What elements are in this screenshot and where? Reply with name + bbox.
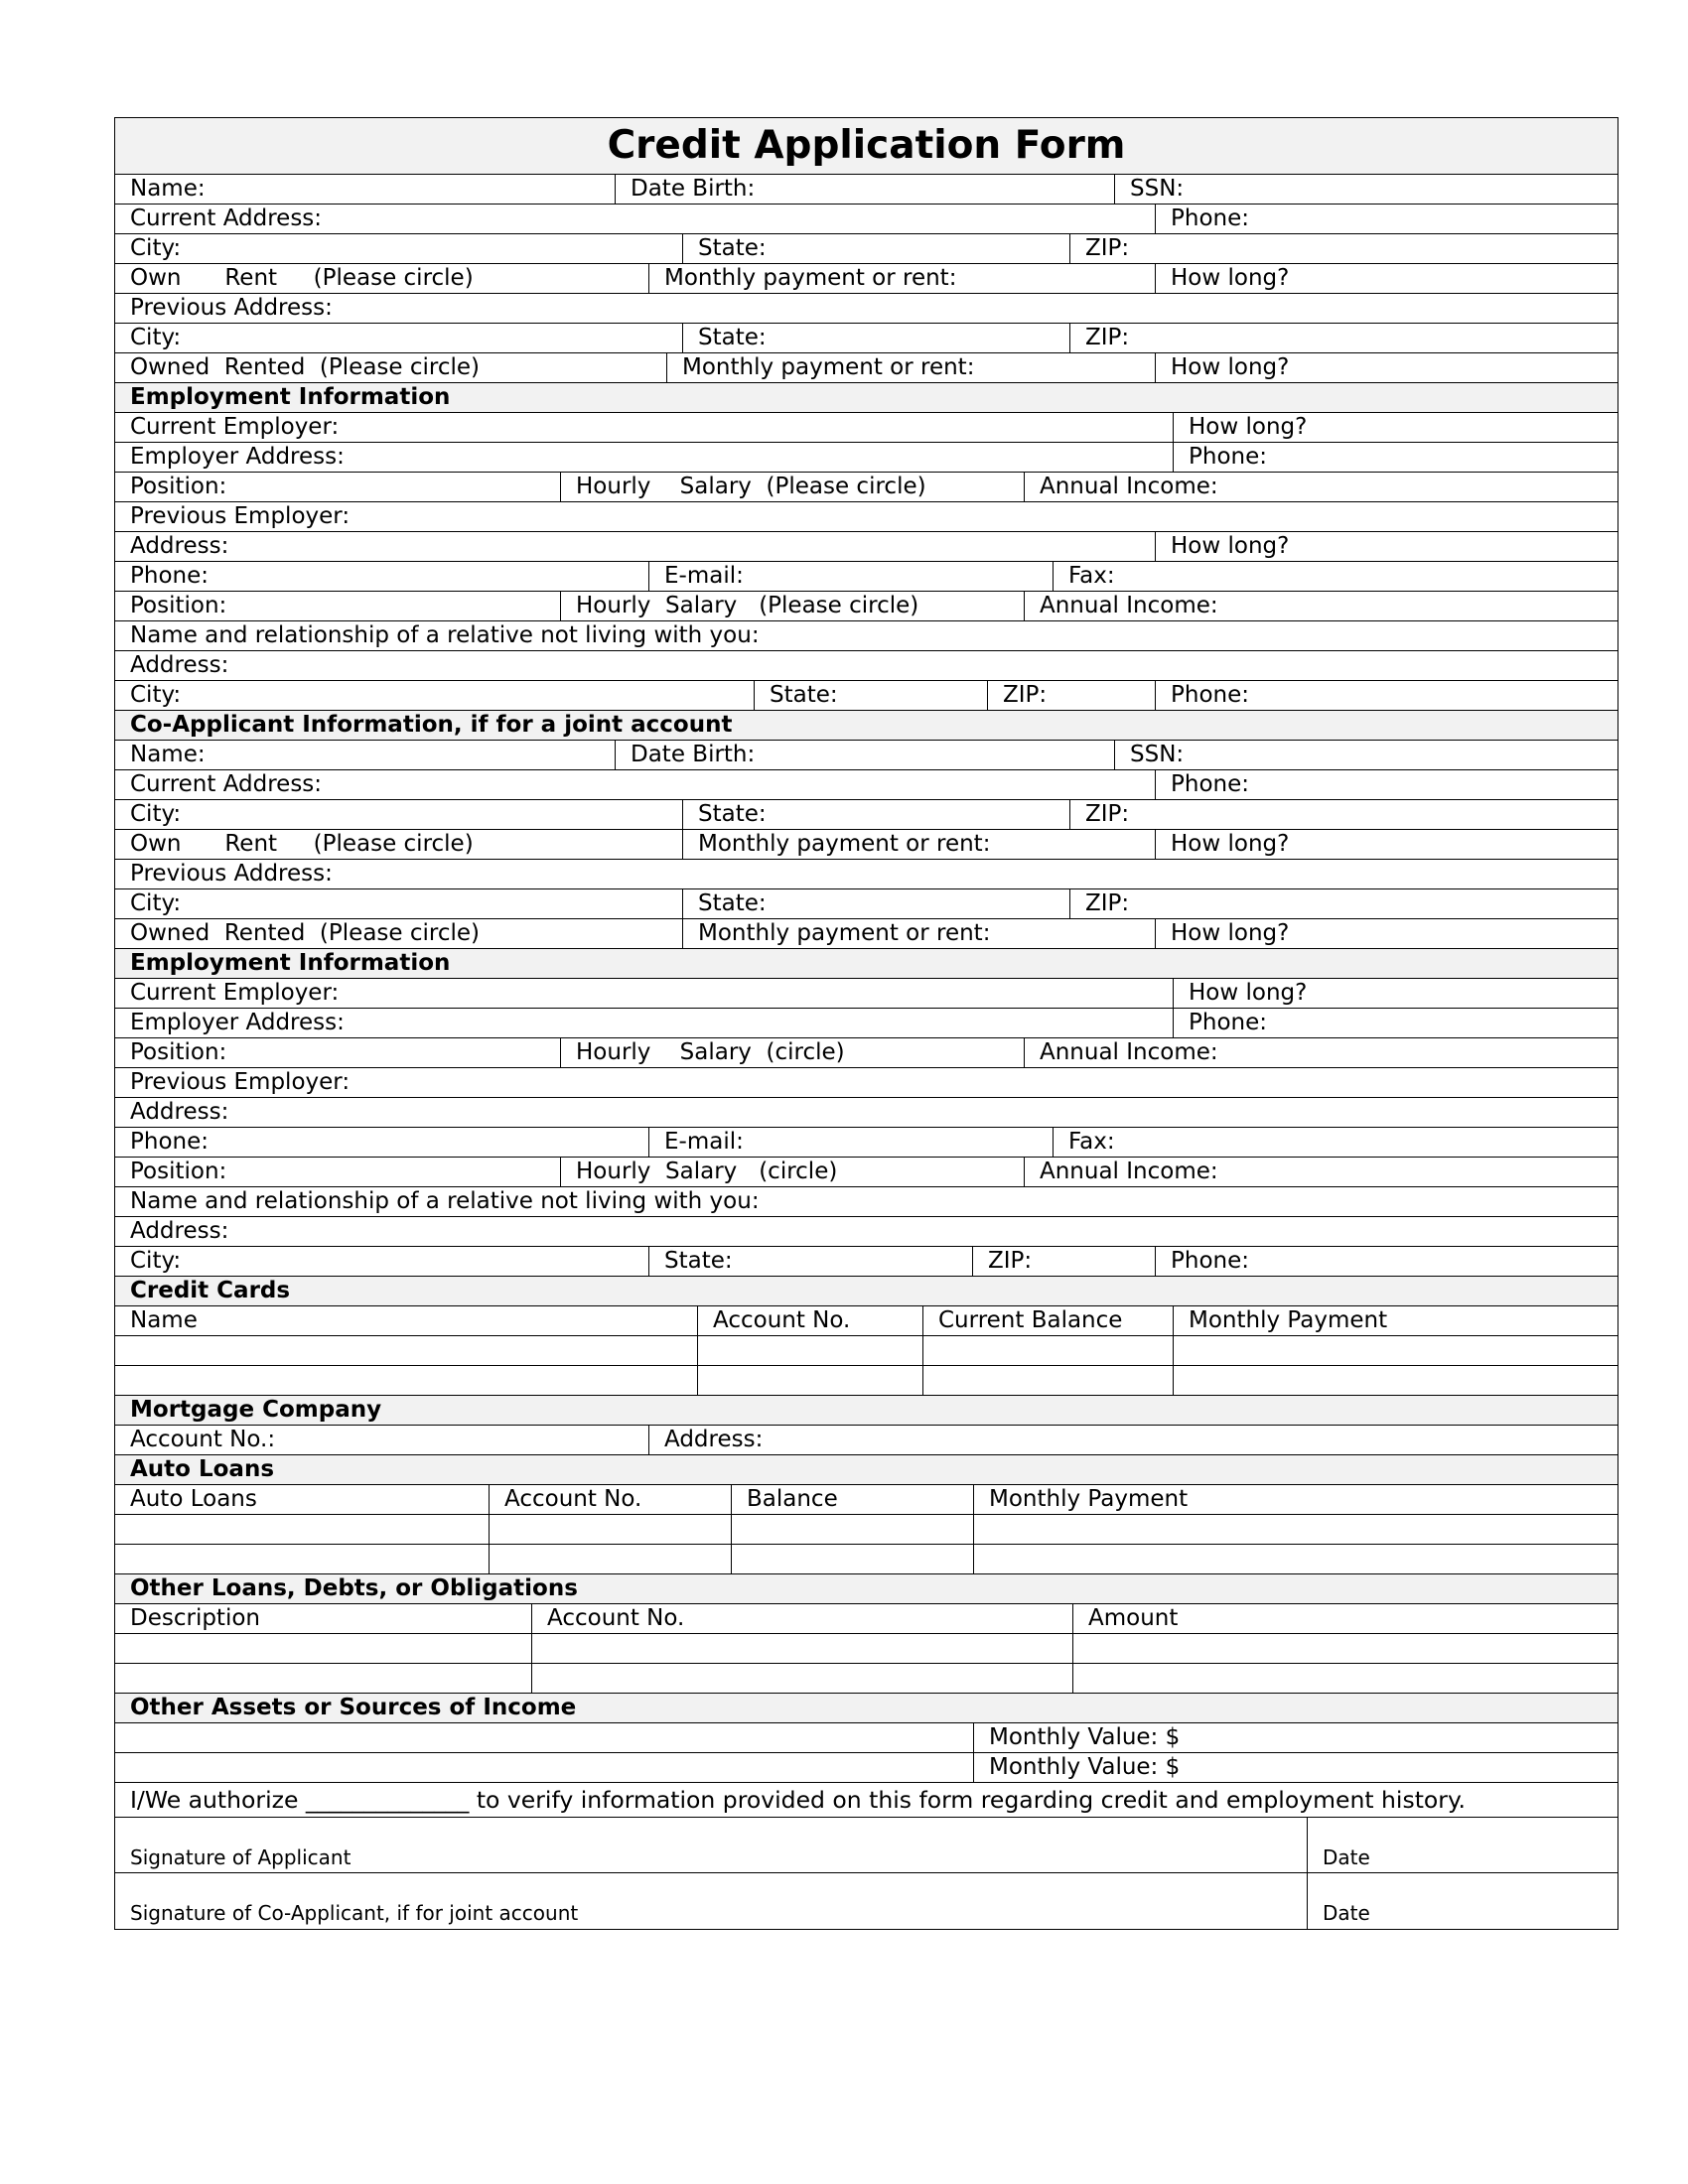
name-and-relationship-of-a-relative-not-living-with-you-field[interactable]: Name and relationship of a relative not living with you:	[130, 622, 760, 648]
form-row	[115, 1038, 1618, 1068]
balance-field[interactable]: Balance	[731, 1485, 973, 1514]
form-row	[115, 532, 1618, 562]
own-rent-please-circle-field[interactable]: Own Rent (Please circle)	[130, 831, 474, 857]
i-we-authorize-to-verify-information-provided-on-this-form-regarding-credit-and-employment-history[interactable]: I/We authorize ______________ to verify information provided on this form regarding credit and employment history.	[130, 1786, 1466, 1814]
phone-field[interactable]: Phone:	[1173, 1009, 1617, 1037]
current-address-field[interactable]: Current Address:	[130, 205, 323, 231]
section-header	[115, 1455, 1618, 1485]
ssn-field[interactable]: SSN:	[1114, 741, 1617, 769]
city-field[interactable]: City:	[130, 1248, 182, 1274]
current-employer-field[interactable]: Current Employer:	[130, 980, 340, 1006]
blank-field[interactable]	[922, 1366, 1173, 1395]
form-row	[115, 979, 1618, 1009]
state-field[interactable]: State:	[682, 324, 1069, 352]
phone-field[interactable]: Phone:	[1155, 681, 1617, 710]
blank-field[interactable]	[922, 1336, 1173, 1365]
form-row	[115, 1426, 1618, 1455]
name-and-relationship-of-a-relative-not-living-with-you-field[interactable]: Name and relationship of a relative not living with you:	[130, 1188, 760, 1214]
name-field[interactable]: Name:	[130, 176, 206, 202]
form-row	[115, 770, 1618, 800]
zip-field[interactable]: ZIP:	[1069, 234, 1617, 263]
form-rows	[115, 175, 1618, 1929]
previous-employer-field[interactable]: Previous Employer:	[130, 503, 351, 529]
phone-field[interactable]: Phone:	[1173, 443, 1617, 472]
form-row	[115, 1545, 1618, 1574]
blank-field[interactable]	[115, 1723, 973, 1752]
position-field[interactable]: Position:	[130, 474, 227, 499]
city-field[interactable]: City:	[130, 235, 182, 261]
form-row	[115, 1723, 1618, 1753]
blank-field[interactable]	[731, 1545, 973, 1573]
form-row	[115, 324, 1618, 353]
blank-field[interactable]	[115, 1753, 973, 1782]
zip-field[interactable]: ZIP:	[987, 681, 1155, 710]
blank-field[interactable]	[697, 1336, 922, 1365]
hourly-salary-please-circle-field[interactable]: Hourly Salary (Please circle)	[560, 592, 1024, 620]
annual-income-field[interactable]: Annual Income:	[1024, 1158, 1617, 1186]
how-long-field[interactable]: How long?	[1155, 919, 1617, 948]
form-row	[115, 473, 1618, 502]
blank-field[interactable]	[489, 1515, 731, 1544]
section-title: Auto Loans	[130, 1456, 275, 1482]
form-row	[115, 1187, 1618, 1217]
how-long-field[interactable]: How long?	[1155, 532, 1617, 561]
zip-field[interactable]: ZIP:	[1069, 324, 1617, 352]
account-no-field[interactable]: Account No.	[531, 1604, 1072, 1633]
monthly-payment-or-rent-field[interactable]: Monthly payment or rent:	[648, 264, 1155, 293]
form-row	[115, 860, 1618, 889]
monthly-payment-field[interactable]: Monthly Payment	[973, 1485, 1617, 1514]
hourly-salary-circle-field[interactable]: Hourly Salary (circle)	[560, 1038, 1024, 1067]
amount-field[interactable]: Amount	[1072, 1604, 1617, 1633]
phone-field[interactable]: Phone:	[130, 1129, 209, 1155]
blank-field[interactable]	[115, 1664, 531, 1693]
form-row	[115, 1247, 1618, 1277]
form-row	[115, 562, 1618, 592]
how-long-field[interactable]: How long?	[1173, 413, 1617, 442]
form-row	[115, 1783, 1618, 1818]
blank-field[interactable]	[115, 1515, 489, 1544]
form-row	[115, 175, 1618, 205]
form-row	[115, 651, 1618, 681]
form-row	[115, 800, 1618, 830]
current-employer-field[interactable]: Current Employer:	[130, 414, 340, 440]
zip-field[interactable]: ZIP:	[1069, 800, 1617, 829]
date-field[interactable]: Date	[1307, 1818, 1617, 1872]
form-row	[115, 353, 1618, 383]
form-row	[115, 1336, 1618, 1366]
date-birth-field[interactable]: Date Birth:	[615, 741, 1114, 769]
section-title: Other Loans, Debts, or Obligations	[130, 1575, 578, 1601]
section-title: Co-Applicant Information, if for a joint account	[130, 712, 733, 738]
state-field[interactable]: State:	[682, 234, 1069, 263]
monthly-payment-or-rent-field[interactable]: Monthly payment or rent:	[682, 830, 1155, 859]
fax-field[interactable]: Fax:	[1053, 1128, 1617, 1157]
position-field[interactable]: Position:	[130, 1039, 227, 1065]
position-field[interactable]: Position:	[130, 1159, 227, 1184]
hourly-salary-circle-field[interactable]: Hourly Salary (circle)	[560, 1158, 1024, 1186]
blank-field[interactable]	[1173, 1336, 1617, 1365]
phone-field[interactable]: Phone:	[1155, 1247, 1617, 1276]
blank-field[interactable]	[115, 1366, 697, 1395]
form-row	[115, 1009, 1618, 1038]
state-field[interactable]: State:	[648, 1247, 972, 1276]
city-field[interactable]: City:	[130, 890, 182, 916]
zip-field[interactable]: ZIP:	[1069, 889, 1617, 918]
address-field[interactable]: Address:	[130, 1218, 229, 1244]
form-row	[115, 919, 1618, 949]
form-row	[115, 621, 1618, 651]
signature-row	[115, 1818, 1618, 1873]
how-long-field[interactable]: How long?	[1155, 264, 1617, 293]
zip-field[interactable]: ZIP:	[972, 1247, 1155, 1276]
position-field[interactable]: Position:	[130, 593, 227, 618]
date-birth-field[interactable]: Date Birth:	[615, 175, 1114, 204]
form-row	[115, 1664, 1618, 1694]
form-row	[115, 1366, 1618, 1396]
signature-of-co-applicant-if-for-joint-account-field[interactable]: Signature of Co-Applicant, if for joint account	[130, 1901, 579, 1925]
blank-field[interactable]	[531, 1664, 1072, 1693]
state-field[interactable]: State:	[682, 889, 1069, 918]
own-rent-please-circle-field[interactable]: Own Rent (Please circle)	[130, 265, 474, 291]
monthly-value-field[interactable]: Monthly Value: $	[973, 1723, 1617, 1752]
form-row	[115, 830, 1618, 860]
form-title: Credit Application Form	[115, 118, 1618, 175]
address-field[interactable]: Address:	[648, 1426, 1617, 1454]
name-field[interactable]: Name:	[130, 742, 206, 767]
form-row	[115, 1485, 1618, 1515]
section-title: Mortgage Company	[130, 1397, 382, 1423]
blank-field[interactable]	[489, 1545, 731, 1573]
owned-rented-please-circle-field[interactable]: Owned Rented (Please circle)	[130, 354, 480, 380]
form-row	[115, 1128, 1618, 1158]
phone-field[interactable]: Phone:	[130, 563, 209, 589]
form-row	[115, 1217, 1618, 1247]
form-row	[115, 1515, 1618, 1545]
date-field[interactable]: Date	[1307, 1873, 1617, 1929]
blank-field[interactable]	[973, 1515, 1617, 1544]
account-no-field[interactable]: Account No.	[697, 1306, 922, 1335]
section-title: Employment Information	[130, 384, 451, 410]
how-long-field[interactable]: How long?	[1173, 979, 1617, 1008]
city-field[interactable]: City:	[130, 325, 182, 350]
blank-field[interactable]	[1173, 1366, 1617, 1395]
monthly-payment-or-rent-field[interactable]: Monthly payment or rent:	[666, 353, 1155, 382]
section-header	[115, 711, 1618, 741]
form-row	[115, 741, 1618, 770]
annual-income-field[interactable]: Annual Income:	[1024, 473, 1617, 501]
form-row	[115, 889, 1618, 919]
form-row	[115, 205, 1618, 234]
form-row	[115, 1158, 1618, 1187]
blank-field[interactable]	[731, 1515, 973, 1544]
name-field[interactable]: Name	[130, 1307, 198, 1333]
current-address-field[interactable]: Current Address:	[130, 771, 323, 797]
city-field[interactable]: City:	[130, 682, 182, 708]
account-no-field[interactable]: Account No.:	[130, 1427, 276, 1452]
previous-address-field[interactable]: Previous Address:	[130, 861, 333, 887]
how-long-field[interactable]: How long?	[1155, 353, 1617, 382]
blank-field[interactable]	[531, 1634, 1072, 1663]
form-row	[115, 234, 1618, 264]
section-header	[115, 383, 1618, 413]
form-row	[115, 1753, 1618, 1783]
form-row	[115, 1604, 1618, 1634]
annual-income-field[interactable]: Annual Income:	[1024, 592, 1617, 620]
hourly-salary-please-circle-field[interactable]: Hourly Salary (Please circle)	[560, 473, 1024, 501]
form-row	[115, 1098, 1618, 1128]
blank-field[interactable]	[1072, 1664, 1617, 1693]
form-row	[115, 264, 1618, 294]
current-balance-field[interactable]: Current Balance	[922, 1306, 1173, 1335]
blank-field[interactable]	[115, 1545, 489, 1573]
blank-field[interactable]	[1072, 1634, 1617, 1663]
description-field[interactable]: Description	[130, 1605, 260, 1631]
form-row	[115, 502, 1618, 532]
section-header	[115, 1396, 1618, 1426]
blank-field[interactable]	[973, 1545, 1617, 1573]
address-field[interactable]: Address:	[130, 1099, 229, 1125]
blank-field[interactable]	[697, 1366, 922, 1395]
ssn-field[interactable]: SSN:	[1114, 175, 1617, 204]
monthly-payment-or-rent-field[interactable]: Monthly payment or rent:	[682, 919, 1155, 948]
section-header	[115, 949, 1618, 979]
previous-address-field[interactable]: Previous Address:	[130, 295, 333, 321]
how-long-field[interactable]: How long?	[1155, 830, 1617, 859]
section-title: Employment Information	[130, 950, 451, 976]
form-row	[115, 413, 1618, 443]
form-row	[115, 681, 1618, 711]
employer-address-field[interactable]: Employer Address:	[130, 1010, 345, 1035]
form-row	[115, 1306, 1618, 1336]
section-header	[115, 1574, 1618, 1604]
annual-income-field[interactable]: Annual Income:	[1024, 1038, 1617, 1067]
state-field[interactable]: State:	[754, 681, 987, 710]
form-row	[115, 592, 1618, 621]
previous-employer-field[interactable]: Previous Employer:	[130, 1069, 351, 1095]
address-field[interactable]: Address:	[130, 652, 229, 678]
section-title: Credit Cards	[130, 1278, 291, 1303]
form-row	[115, 1068, 1618, 1098]
state-field[interactable]: State:	[682, 800, 1069, 829]
form-row	[115, 1634, 1618, 1664]
blank-field[interactable]	[115, 1634, 531, 1663]
owned-rented-please-circle-field[interactable]: Owned Rented (Please circle)	[130, 920, 480, 946]
account-no-field[interactable]: Account No.	[489, 1485, 731, 1514]
phone-field[interactable]: Phone:	[1155, 205, 1617, 233]
form-row	[115, 294, 1618, 324]
e-mail-field[interactable]: E-mail:	[648, 1128, 1053, 1157]
form-row	[115, 443, 1618, 473]
monthly-payment-field[interactable]: Monthly Payment	[1173, 1306, 1617, 1335]
e-mail-field[interactable]: E-mail:	[648, 562, 1053, 591]
phone-field[interactable]: Phone:	[1155, 770, 1617, 799]
section-header	[115, 1277, 1618, 1306]
section-title: Other Assets or Sources of Income	[130, 1695, 577, 1720]
signature-of-applicant-field[interactable]: Signature of Applicant	[130, 1845, 352, 1869]
fax-field[interactable]: Fax:	[1053, 562, 1617, 591]
credit-application-form	[114, 117, 1618, 1930]
employer-address-field[interactable]: Employer Address:	[130, 444, 345, 470]
section-header	[115, 1694, 1618, 1723]
auto-loans-field[interactable]: Auto Loans	[130, 1486, 257, 1512]
signature-row	[115, 1873, 1618, 1929]
blank-field[interactable]	[115, 1336, 697, 1365]
city-field[interactable]: City:	[130, 801, 182, 827]
monthly-value-field[interactable]: Monthly Value: $	[973, 1753, 1617, 1782]
address-field[interactable]: Address:	[130, 533, 229, 559]
